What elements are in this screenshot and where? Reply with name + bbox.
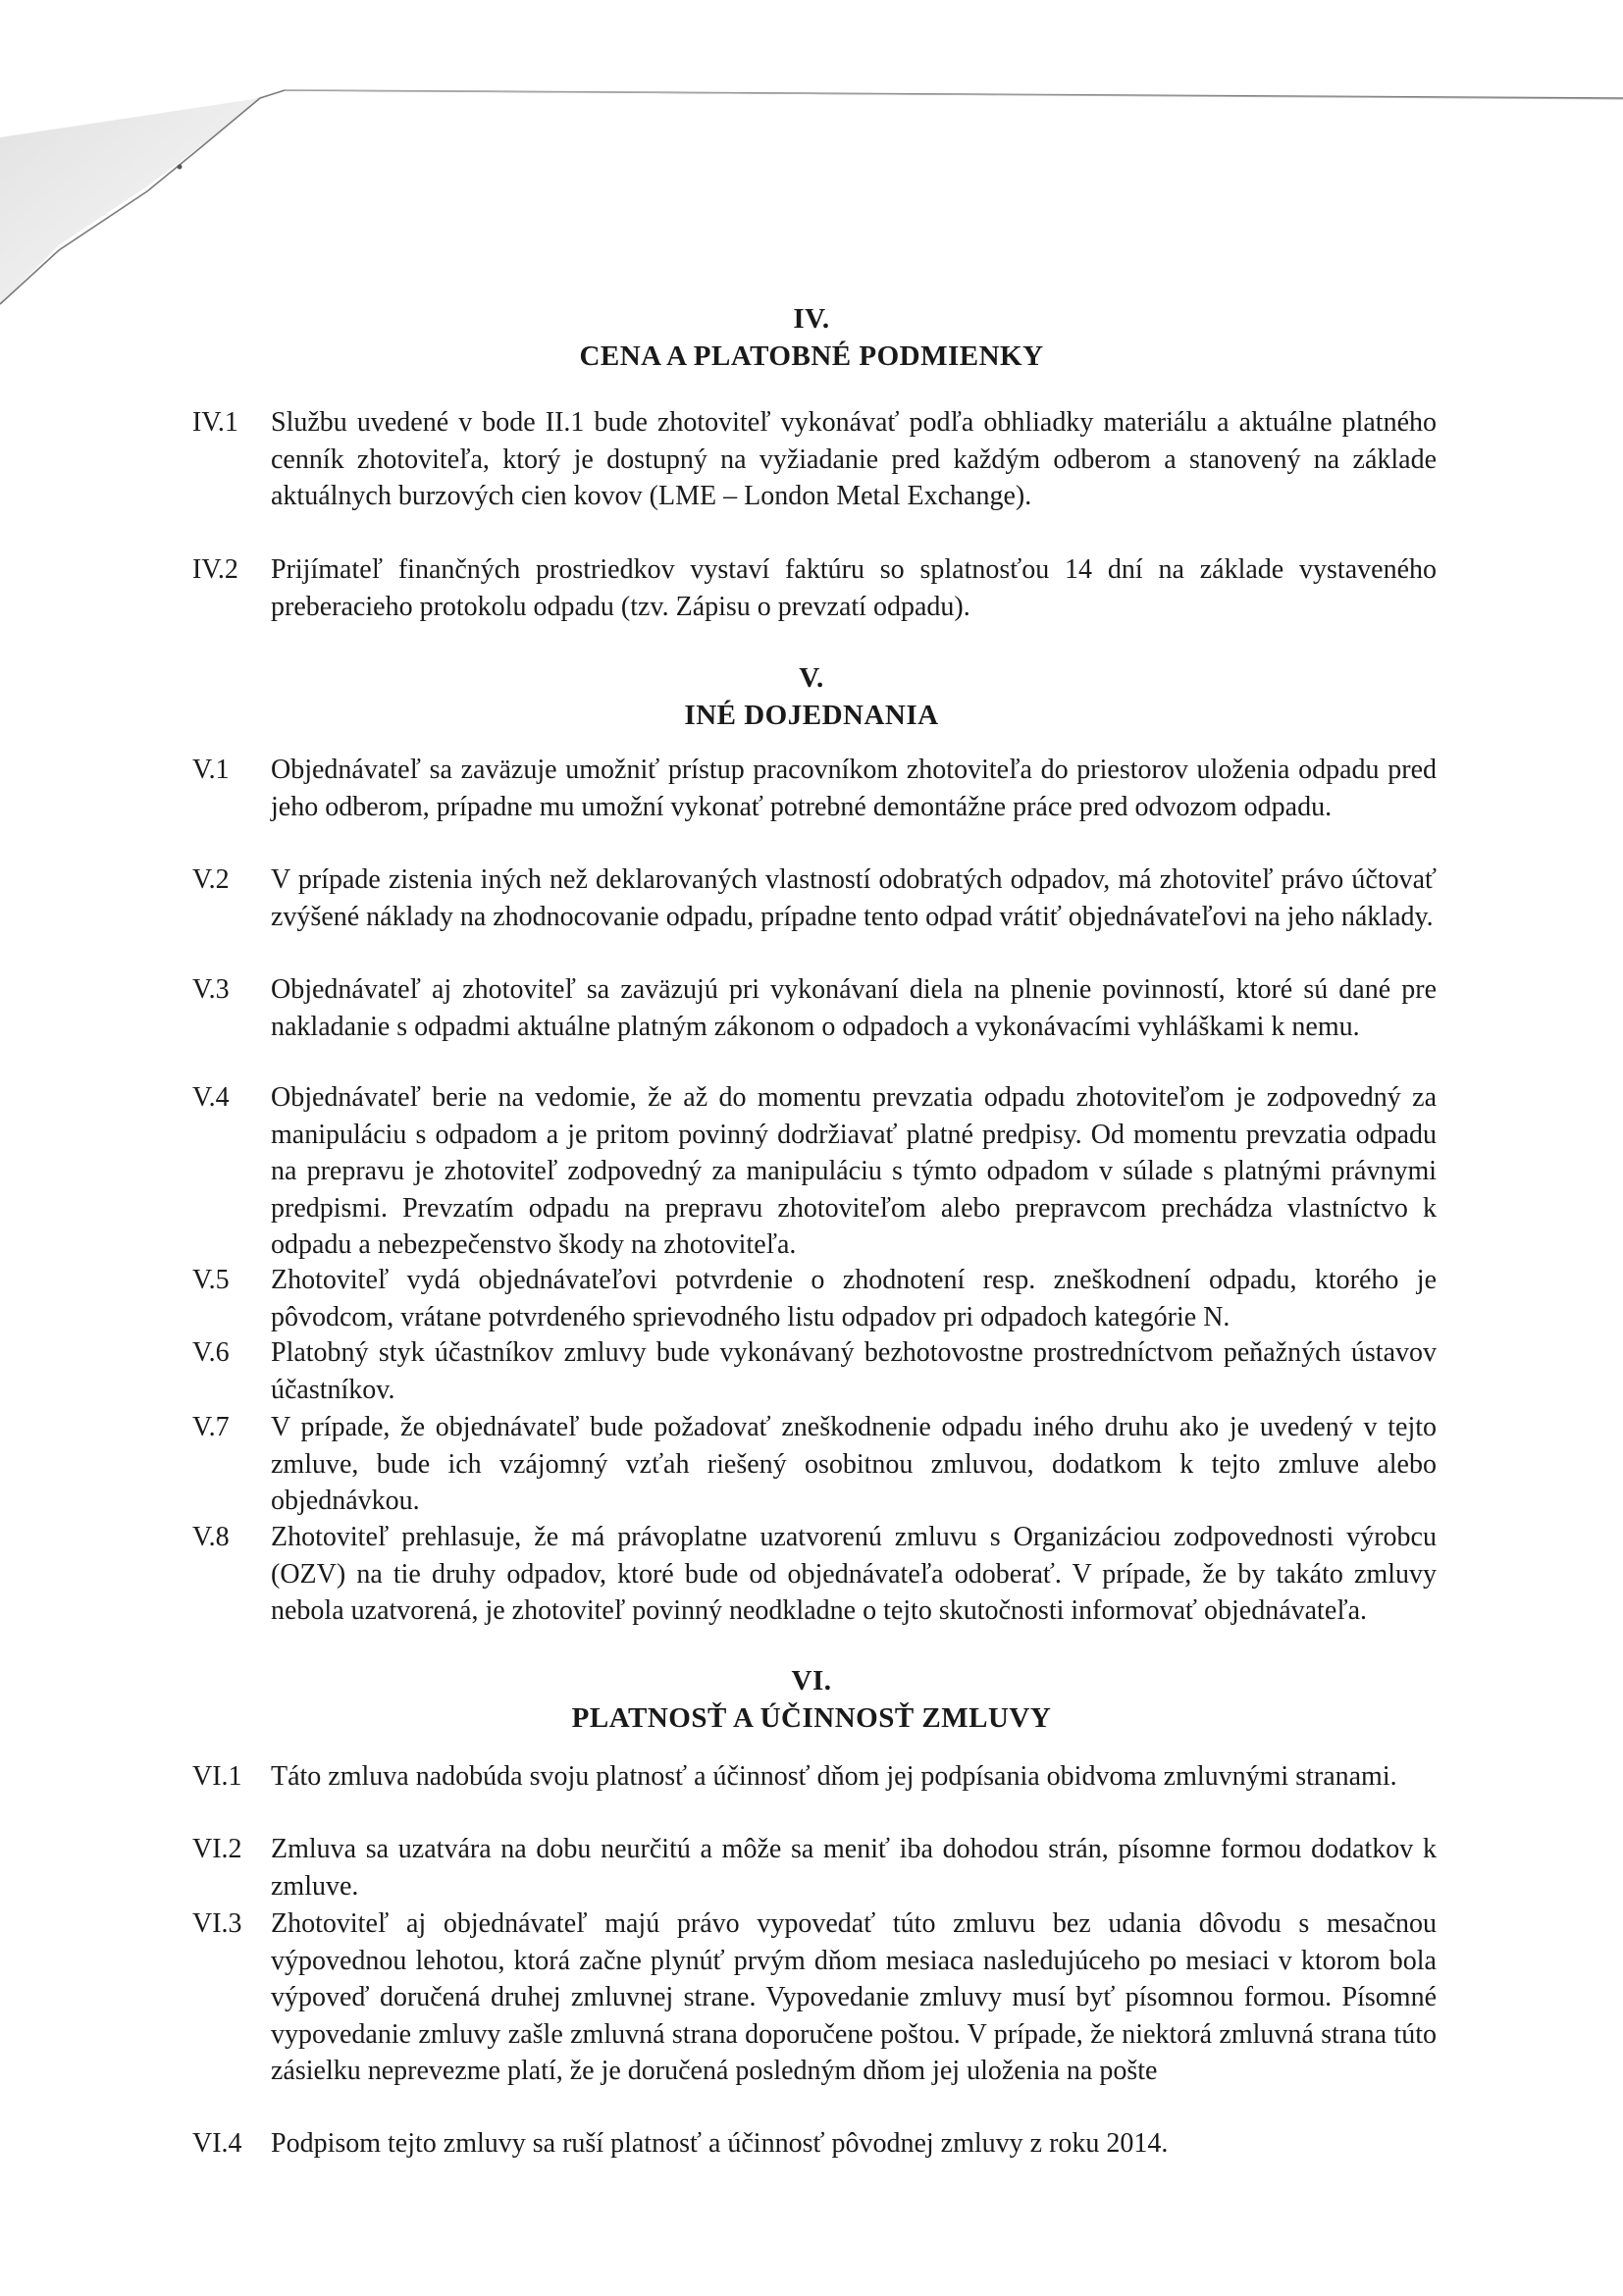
section-heading-v (0, 659, 1623, 734)
clause-vi-4 (192, 2125, 1437, 2163)
section-title: CENA A PLATOBNÉ PODMIENKY (579, 340, 1044, 372)
clause-number: V.3 (192, 974, 230, 1005)
section-number: V. (799, 662, 824, 694)
clause-text: Zhotoviteľ prehlasuje, že má právoplatne uzatvorenú zmluvu s Organizáciou zodpovednosti výrobcu (OZV) na tie druhy odpadov, ktoré bude od objednávateľa odoberať. V prípade, že by takáto zmluvy nebola uzatvorená, je zhotoviteľ povinný neodkladne o tejto skutočnosti informovať objednávateľa. (271, 1522, 1437, 1626)
clause-vi-3 (192, 1905, 1437, 2090)
clause-v-2 (192, 861, 1437, 935)
section-number: IV. (793, 303, 830, 335)
clause-number: V.8 (192, 1522, 230, 1552)
clause-number: IV.1 (192, 407, 238, 438)
clause-text: V prípade zistenia iných než deklarovaných vlastností odobratých odpadov, má zhotoviteľ právo účtovať zvýšené náklady na zhodnocovanie odpadu, prípadne tento odpad vrátiť objednávateľovi na jeho náklady. (271, 864, 1437, 932)
clause-text: Zhotoviteľ vydá objednávateľovi potvrdenie o zhodnotení resp. zneškodnení odpadu, ktorého je pôvodcom, vrátane potvrdeného sprievodného listu odpadov pri odpadoch kategórie N. (271, 1265, 1437, 1332)
clause-vi-2 (192, 1831, 1437, 1905)
clause-text: Podpisom tejto zmluvy sa ruší platnosť a účinnosť pôvodnej zmluvy z roku 2014. (271, 2128, 1169, 2159)
clause-text: Platobný styk účastníkov zmluvy bude vykonávaný bezhotovostne prostredníctvom peňažných ústavov účastníkov. (271, 1337, 1437, 1405)
clause-text: Objednávateľ aj zhotoviteľ sa zaväzujú pri vykonávaní diela na plnenie povinností, ktoré sú dané pre nakladanie s odpadmi aktuálne platným zákonom o odpadoch a vykonávacími vyhláškami k nemu. (271, 974, 1437, 1042)
clause-number: VI.1 (192, 1761, 242, 1792)
clause-v-7 (192, 1409, 1437, 1520)
clause-v-6 (192, 1334, 1437, 1408)
clause-v-3 (192, 971, 1437, 1045)
clause-number: VI.4 (192, 2128, 242, 2159)
clause-number: V.4 (192, 1082, 230, 1113)
clause-iv-2 (192, 551, 1437, 625)
clause-number: V.1 (192, 755, 230, 785)
clause-number: IV.2 (192, 554, 238, 585)
clause-text: Táto zmluva nadobúda svoju platnosť a účinnosť dňom jej podpísania obidvoma zmluvnými stranami. (271, 1761, 1397, 1792)
clause-text: Službu uvedené v bode II.1 bude zhotoviteľ vykonávať podľa obhliadky materiálu a aktuálne platného cenník zhotoviteľa, ktorý je dostupný na vyžiadanie pred každým odberom a stanovený na základe aktuálnych burzových cien kovov (LME – London Metal Exchange). (271, 407, 1437, 511)
clause-number: VI.3 (192, 1908, 242, 1939)
clause-number: VI.2 (192, 1834, 242, 1864)
clause-text: Prijímateľ finančných prostriedkov vystaví faktúru so splatnosťou 14 dní na základe vystaveného preberacieho protokolu odpadu (tzv. Zápisu o prevzatí odpadu). (271, 554, 1437, 622)
clause-number: V.6 (192, 1337, 230, 1368)
clause-number: V.5 (192, 1265, 230, 1295)
section-heading-vi (0, 1662, 1623, 1737)
section-title: INÉ DOJEDNANIA (684, 700, 939, 731)
clause-text: Zmluva sa uzatvára na dobu neurčitú a môže sa meniť iba dohodou strán, písomne formou dodatkov k zmluve. (271, 1834, 1437, 1902)
clause-text: Objednávateľ sa zaväzuje umožniť prístup pracovníkom zhotoviteľa do priestorov uloženia odpadu pred jeho odberom, prípadne mu umožní vykonať potrebné demontážne práce pred odvozom odpadu. (271, 755, 1437, 822)
section-heading-iv (0, 300, 1623, 375)
clause-v-4 (192, 1079, 1437, 1264)
clause-text: Zhotoviteľ aj objednávateľ majú právo vypovedať túto zmluvu bez udania dôvodu s mesačnou výpovednou lehotou, ktorá začne plynúť prvým dňom mesiaca nasledujúceho po mesiaci v ktorom bola výpoveď doručená druhej zmluvnej strane. Vypovedanie zmluvy musí byť písomnou formou. Písomné vypovedanie zmluvy zašle zmluvná strana doporučene poštou. V prípade, že niektorá zmluvná strana túto zásielku neprevezme platí, že je doručená posledným dňom jej uloženia na pošte (271, 1908, 1437, 2086)
clause-text: Objednávateľ berie na vedomie, že až do momentu prevzatia odpadu zhotoviteľom je zodpovedný za manipuláciu s odpadom a je pritom povinný dodržiavať platné predpisy. Od momentu prevzatia odpadu na prepravu je zhotoviteľ zodpovedný za manipuláciu s týmto odpadom v súlade s platnými právnymi predpismi. Prevzatím odpadu na prepravu zhotoviteľom alebo prepravcom prechádza vlastníctvo k odpadu a nebezpečenstvo škody na zhotoviteľa. (271, 1082, 1437, 1260)
clause-text: V prípade, že objednávateľ bude požadovať zneškodnenie odpadu iného druhu ako je uvedený v tejto zmluve, bude ich vzájomný vzťah riešený osobitnou zmluvou, dodatkom k tejto zmluve alebo objednávkou. (271, 1412, 1437, 1516)
clause-vi-1 (192, 1758, 1437, 1796)
clause-v-5 (192, 1262, 1437, 1335)
clause-v-1 (192, 752, 1437, 825)
section-title: PLATNOSŤ A ÚČINNOSŤ ZMLUVY (571, 1702, 1052, 1734)
clause-number: V.2 (192, 864, 230, 895)
clause-iv-1 (192, 404, 1437, 515)
clause-v-8 (192, 1519, 1437, 1630)
clause-number: V.7 (192, 1412, 230, 1442)
section-number: VI. (791, 1665, 832, 1696)
